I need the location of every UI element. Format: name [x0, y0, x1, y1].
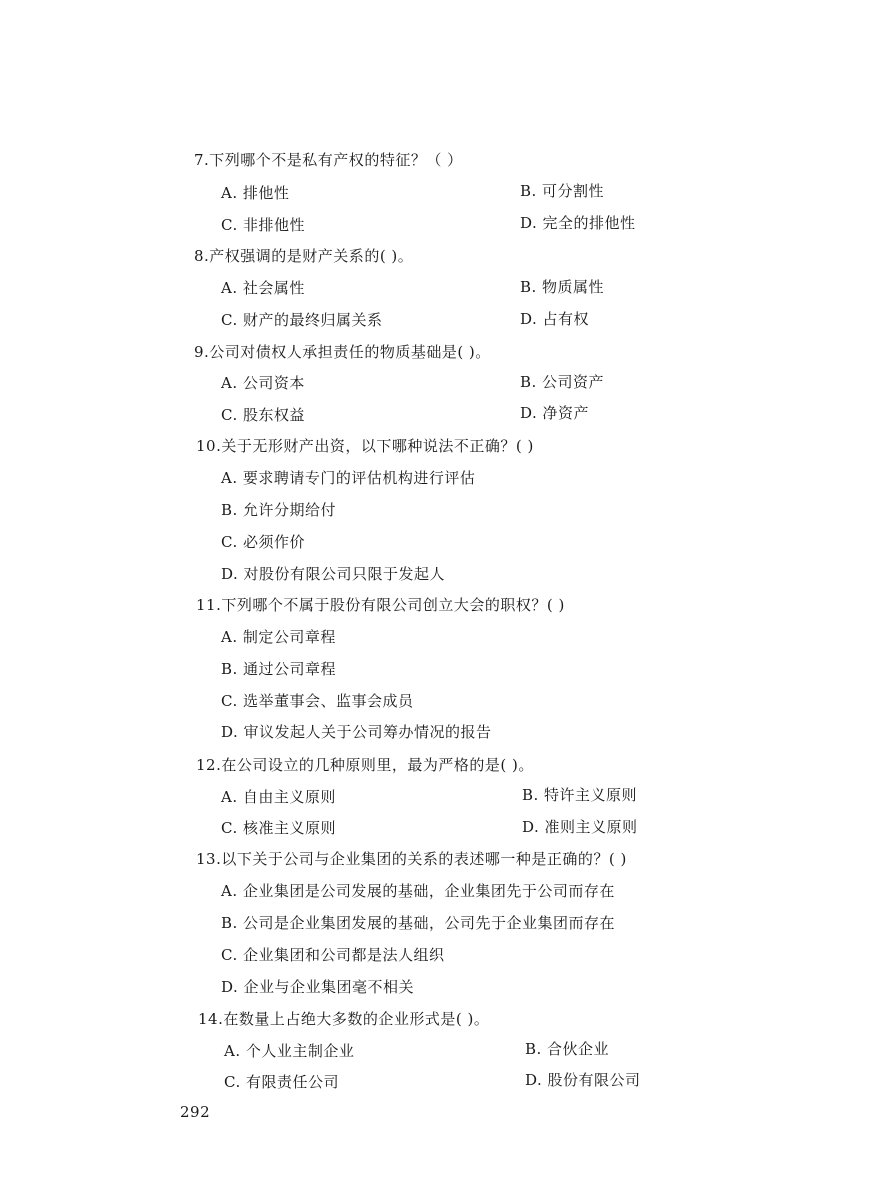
question-8-option-a: A. 社会属性: [221, 279, 305, 297]
question-7-option-b: B. 可分割性: [520, 182, 605, 200]
question-8-option-d: D. 占有权: [520, 310, 590, 328]
question-12-stem: 12.在公司设立的几种原则里，最为严格的是( )。: [196, 756, 534, 774]
question-7-option-a: A. 排他性: [221, 184, 290, 202]
question-13-option-d: D. 企业与企业集团毫不相关: [221, 978, 415, 996]
question-13-stem: 13.以下关于公司与企业集团的关系的表述哪一种是正确的？( ): [196, 850, 627, 868]
question-11-option-a: A. 制定公司章程: [221, 628, 336, 646]
question-14-option-c: C. 有限责任公司: [224, 1073, 339, 1091]
question-14-option-d: D. 股份有限公司: [525, 1071, 641, 1089]
question-10-option-b: B. 允许分期给付: [221, 501, 337, 519]
question-11-option-d: D. 审议发起人关于公司筹办情况的报告: [221, 723, 492, 741]
question-12-option-d: D. 准则主义原则: [522, 818, 638, 836]
question-10-stem: 10.关于无形财产出资，以下哪种说法不正确？( ): [196, 437, 534, 455]
question-9-option-a: A. 公司资本: [221, 374, 305, 392]
question-14-stem: 14.在数量上占绝大多数的企业形式是( )。: [198, 1010, 490, 1028]
question-12-option-a: A. 自由主义原则: [221, 788, 336, 806]
question-7-option-d: D. 完全的排他性: [520, 214, 636, 232]
question-8-option-c: C. 财产的最终归属关系: [221, 311, 383, 329]
question-10-option-c: C. 必须作价: [221, 533, 305, 551]
question-8-stem: 8.产权强调的是财产关系的( )。: [194, 247, 414, 265]
question-13-option-b: B. 公司是企业集团发展的基础，公司先于企业集团而存在: [221, 914, 616, 932]
question-12-option-b: B. 特许主义原则: [522, 786, 638, 804]
question-9-option-b: B. 公司资产: [520, 373, 605, 391]
question-7-option-c: C. 非排他性: [221, 216, 305, 234]
question-8-option-b: B. 物质属性: [520, 278, 605, 296]
question-14-option-a: A. 个人业主制企业: [224, 1042, 355, 1060]
question-11-stem: 11.下列哪个不属于股份有限公司创立大会的职权？( ): [196, 596, 565, 614]
question-14-option-b: B. 合伙企业: [525, 1040, 610, 1058]
question-10-option-a: A. 要求聘请专门的评估机构进行评估: [221, 469, 476, 487]
question-11-option-c: C. 选举董事会、监事会成员: [221, 692, 414, 710]
question-9-stem: 9.公司对债权人承担责任的物质基础是( )。: [194, 343, 491, 361]
page-number: 292: [180, 1103, 211, 1121]
question-13-option-a: A. 企业集团是公司发展的基础，企业集团先于公司而存在: [221, 882, 615, 900]
question-12-option-c: C. 核准主义原则: [221, 819, 336, 837]
question-13-option-c: C. 企业集团和公司都是法人组织: [221, 946, 445, 964]
question-11-option-b: B. 通过公司章程: [221, 660, 337, 678]
question-10-option-d: D. 对股份有限公司只限于发起人: [221, 565, 446, 583]
question-7-stem: 7.下列哪个不是私有产权的特征？（ ）: [194, 151, 463, 169]
question-9-option-c: C. 股东权益: [221, 406, 305, 424]
question-9-option-d: D. 净资产: [520, 404, 590, 422]
